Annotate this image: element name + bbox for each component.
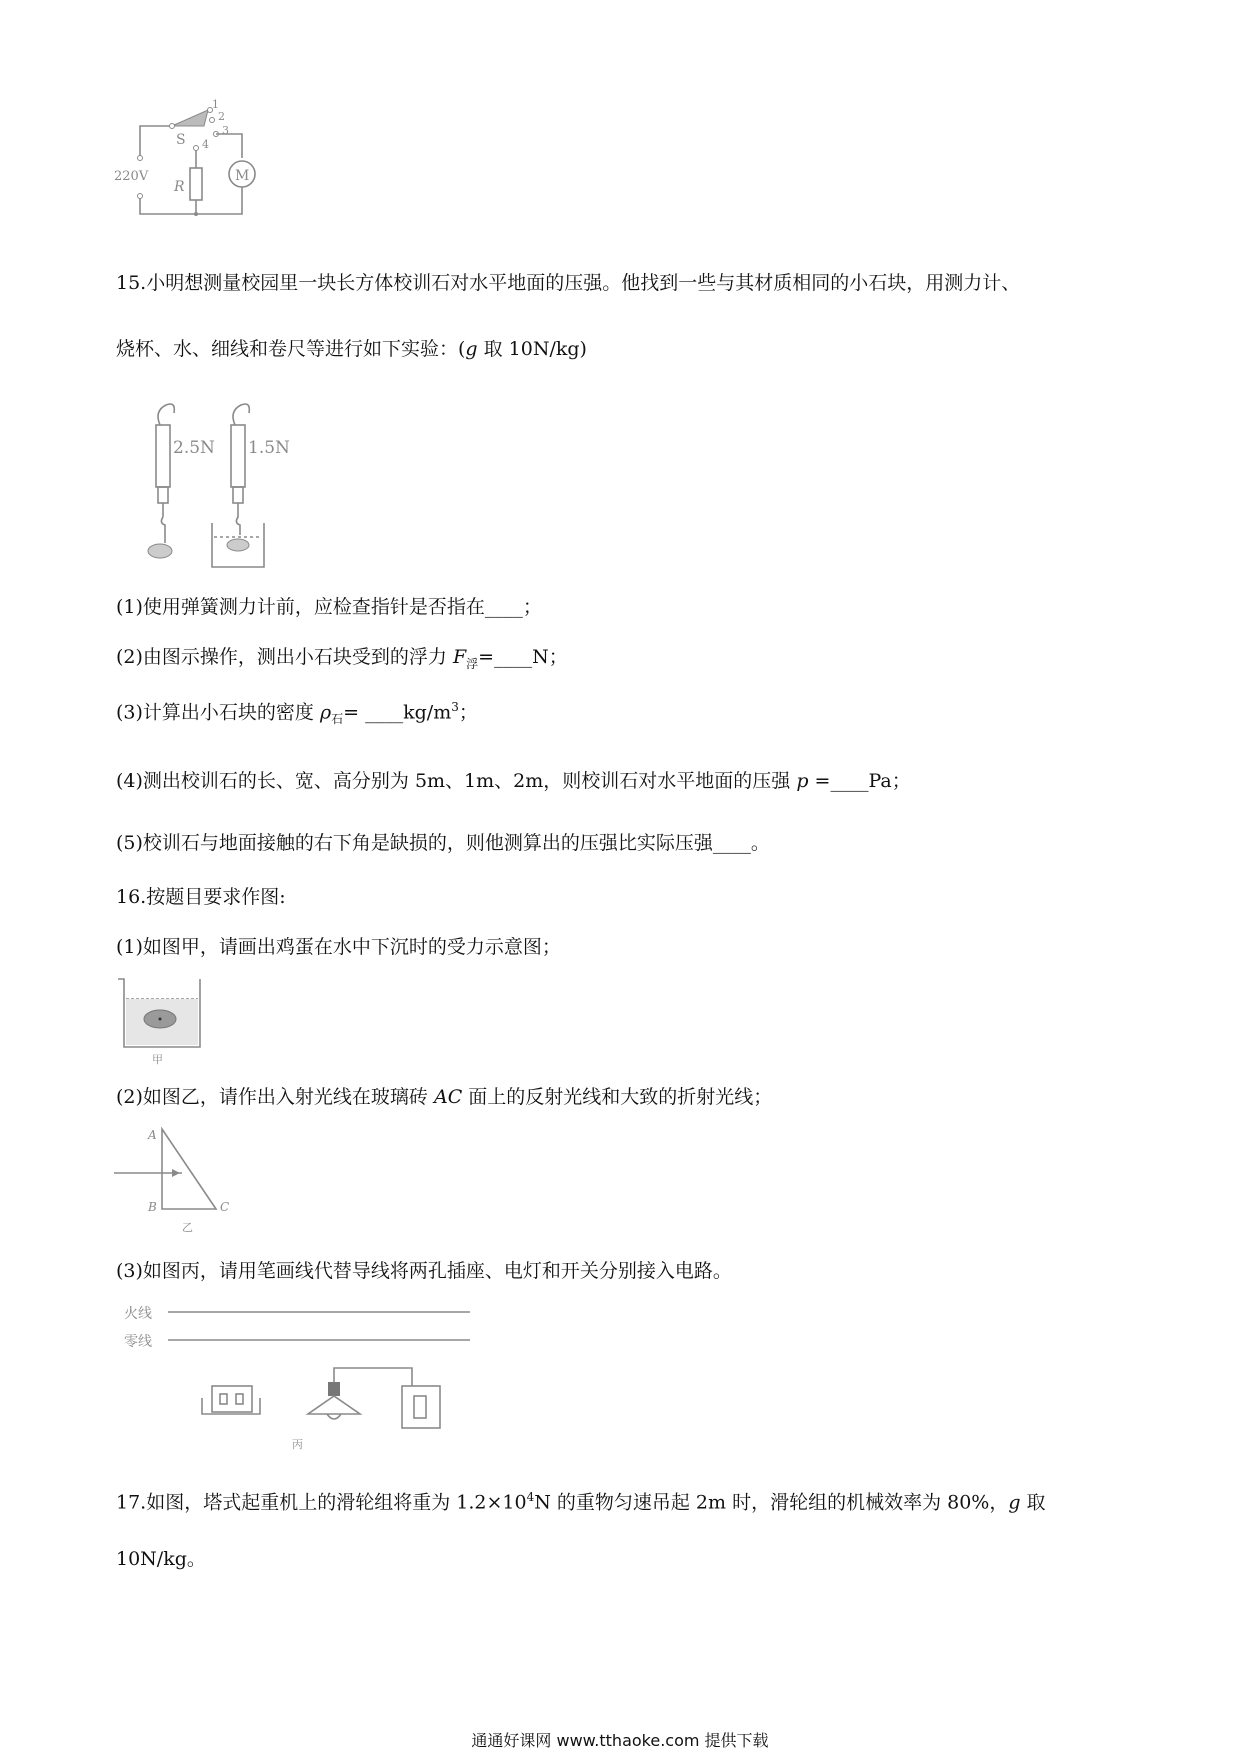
q16-p3: (3)如图丙，请用笔画线代替导线将两孔插座、电灯和开关分别接入电路。 bbox=[116, 1260, 732, 1282]
footer-text: 通通好课网 www.tthaoke.com 提供下载 bbox=[471, 1731, 769, 1750]
node-4-label: 4 bbox=[202, 138, 209, 151]
neutral-wire-label: 零线 bbox=[124, 1334, 152, 1350]
fig-yi-label: 乙 bbox=[182, 1221, 193, 1234]
q15-p3: (3)计算出小石块的密度 $\rho_石=$ $\_\_\_\_kg/m^3$； bbox=[116, 700, 478, 727]
spring-scale-figure bbox=[140, 395, 310, 570]
reading-left: 2.5N bbox=[173, 438, 215, 458]
node-2-label: 2 bbox=[218, 110, 225, 123]
beaker-egg-figure bbox=[112, 975, 212, 1065]
q16-title: 16.按题目要求作图: bbox=[116, 886, 286, 908]
point-c-label: C bbox=[220, 1200, 230, 1214]
resistor-label: R bbox=[174, 179, 185, 195]
glass-prism-figure bbox=[112, 1125, 247, 1235]
q15-line1: 15.小明想测量校园里一块长方体校训石对水平地面的压强。他找到一些与其材质相同的小石块，用测力计、 bbox=[116, 272, 1021, 294]
switch-label: S bbox=[176, 132, 186, 148]
q16-p2: (2)如图乙，请作出入射光线在玻璃砖 AC 面上的反射光线和大致的折射光线； bbox=[116, 1086, 773, 1108]
circuit-diagram bbox=[114, 96, 290, 246]
q15-p2: (2)由图示操作，测出小石块受到的浮力 $F_浮=\_\_\_\_N$； bbox=[116, 646, 568, 671]
q17-line2: 10N/kg。 bbox=[116, 1548, 206, 1570]
motor-label: M bbox=[235, 168, 250, 184]
q17-line1: 17.如图，塔式起重机上的滑轮组将重为 $1.2\times 10^4N$ 的重物匀速吊起 2m 时，滑轮组的机械效率为 80%，g 取 bbox=[116, 1490, 1046, 1514]
fig-bing-label: 丙 bbox=[292, 1438, 303, 1451]
live-wire-label: 火线 bbox=[124, 1306, 152, 1322]
q16-p1: (1)如图甲，请画出鸡蛋在水中下沉时的受力示意图； bbox=[116, 936, 561, 958]
q15-p1: (1)使用弹簧测力计前，应检查指针是否指在____； bbox=[116, 596, 542, 618]
fig-jia-label: 甲 bbox=[152, 1053, 163, 1066]
q15-p4: (4)测出校训石的长、宽、高分别为 5m、1m、2m，则校训石对水平地面的压强 p =____Pa； bbox=[116, 770, 911, 792]
node-3-label: 3 bbox=[222, 124, 229, 137]
point-b-label: B bbox=[148, 1200, 157, 1214]
q15-p5: (5)校训石与地面接触的右下角是缺损的，则他测算出的压强比实际压强____。 bbox=[116, 832, 770, 854]
voltage-label: 220V bbox=[114, 169, 149, 184]
q15-line2: 烧杯、水、细线和卷尺等进行如下实验：(g 取 10N/kg) bbox=[116, 338, 587, 360]
house-wiring-figure bbox=[112, 1302, 472, 1452]
node-1-label: 1 bbox=[212, 98, 219, 111]
reading-right: 1.5N bbox=[248, 438, 290, 458]
point-a-label: A bbox=[148, 1128, 157, 1142]
